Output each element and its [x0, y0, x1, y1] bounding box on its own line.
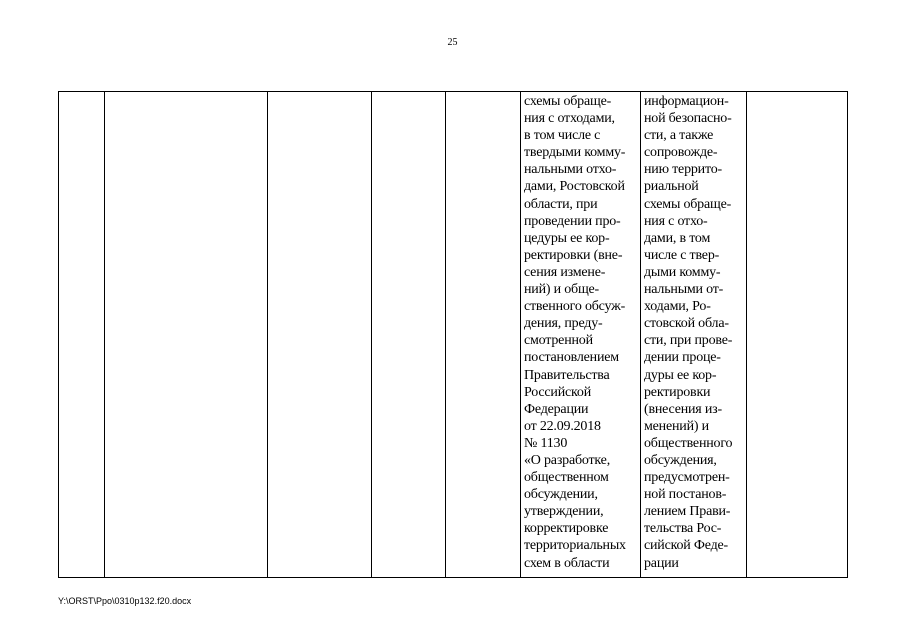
text-line: сти, при прове-: [644, 333, 733, 349]
text-line: общественном: [524, 470, 609, 486]
text-line: цедуры ее кор-: [524, 230, 610, 246]
text-line: ния с отходами,: [524, 111, 615, 127]
text-line: твердыми комму-: [524, 145, 626, 161]
text-line: тельства Рос-: [644, 521, 722, 537]
text-line: утверждении,: [524, 504, 604, 520]
text-line: сти, а также: [644, 128, 714, 144]
text-line: № 1130: [524, 435, 568, 451]
footer-file-path: Y:\ORST\Ppo\0310p132.f20.docx: [58, 596, 192, 606]
table-row: [59, 92, 848, 578]
text-line: информацион-: [644, 94, 729, 109]
table-cell-col5: [446, 92, 521, 578]
text-line: ходами, Ро-: [644, 299, 711, 315]
text-line: ний) и обще-: [524, 282, 600, 298]
text-line: дении проце-: [644, 350, 721, 366]
text-line: риальной: [644, 179, 699, 195]
text-line: ной постанов-: [644, 487, 727, 503]
document-table: [58, 91, 848, 578]
text-line: дуры ее кор-: [644, 367, 717, 383]
col6-text: [521, 92, 640, 572]
text-line: сения измене-: [524, 264, 606, 280]
text-line: корректировке: [524, 521, 609, 537]
page-number: 25: [447, 37, 458, 48]
text-line: ственного обсуж-: [524, 299, 626, 315]
table-cell-col2: [105, 92, 268, 578]
text-line: территориальных: [524, 538, 626, 554]
text-line: дыми комму-: [644, 264, 721, 280]
text-line: проведении про-: [524, 213, 621, 229]
text-line: нию террито-: [644, 162, 722, 178]
text-line: ректировки: [644, 384, 711, 400]
text-line: рации: [644, 555, 679, 571]
text-line: менений) и: [644, 418, 709, 434]
text-line: ректировки (вне-: [524, 247, 623, 263]
text-line: ния с отхо-: [644, 213, 708, 229]
text-line: стовской обла-: [644, 316, 729, 332]
text-line: в том числе с: [524, 128, 601, 144]
table-cell-col7: [641, 92, 747, 578]
text-line: смотренной: [524, 333, 593, 349]
text-line: Федерации: [524, 401, 589, 417]
text-line: дами, в том: [644, 230, 711, 246]
text-line: нальными отхо-: [524, 162, 617, 178]
table-cell-col4: [372, 92, 446, 578]
text-line: нальными от-: [644, 282, 724, 298]
text-line: Правительства: [524, 367, 610, 383]
text-line: дами, Ростовской: [524, 179, 625, 195]
text-line: числе с твер-: [644, 247, 720, 263]
table-cell-col3: [268, 92, 372, 578]
text-line: обсуждения,: [644, 452, 717, 468]
text-line: общественного: [644, 435, 733, 451]
text-line: предусмотрен-: [644, 470, 730, 486]
table-cell-col6: [521, 92, 641, 578]
text-line: от 22.09.2018: [524, 418, 601, 434]
text-line: обсуждении,: [524, 487, 598, 503]
text-line: дения, преду-: [524, 316, 603, 332]
text-line: схемы обраще-: [644, 196, 732, 212]
text-line: сопровожде-: [644, 145, 718, 161]
table-cell-col1: [59, 92, 105, 578]
text-line: «О разработке,: [524, 452, 610, 468]
text-line: постановлением: [524, 350, 619, 366]
text-line: сийской Феде-: [644, 538, 728, 554]
text-line: лением Прави-: [644, 504, 731, 520]
col7-text: [641, 92, 746, 572]
text-line: ной безопасно-: [644, 111, 732, 127]
text-line: схем в области: [524, 555, 610, 571]
text-line: схемы обраще-: [524, 94, 612, 109]
text-line: (внесения из-: [644, 401, 722, 417]
table-cell-col8: [747, 92, 848, 578]
text-line: Российской: [524, 384, 591, 400]
text-line: области, при: [524, 196, 598, 212]
